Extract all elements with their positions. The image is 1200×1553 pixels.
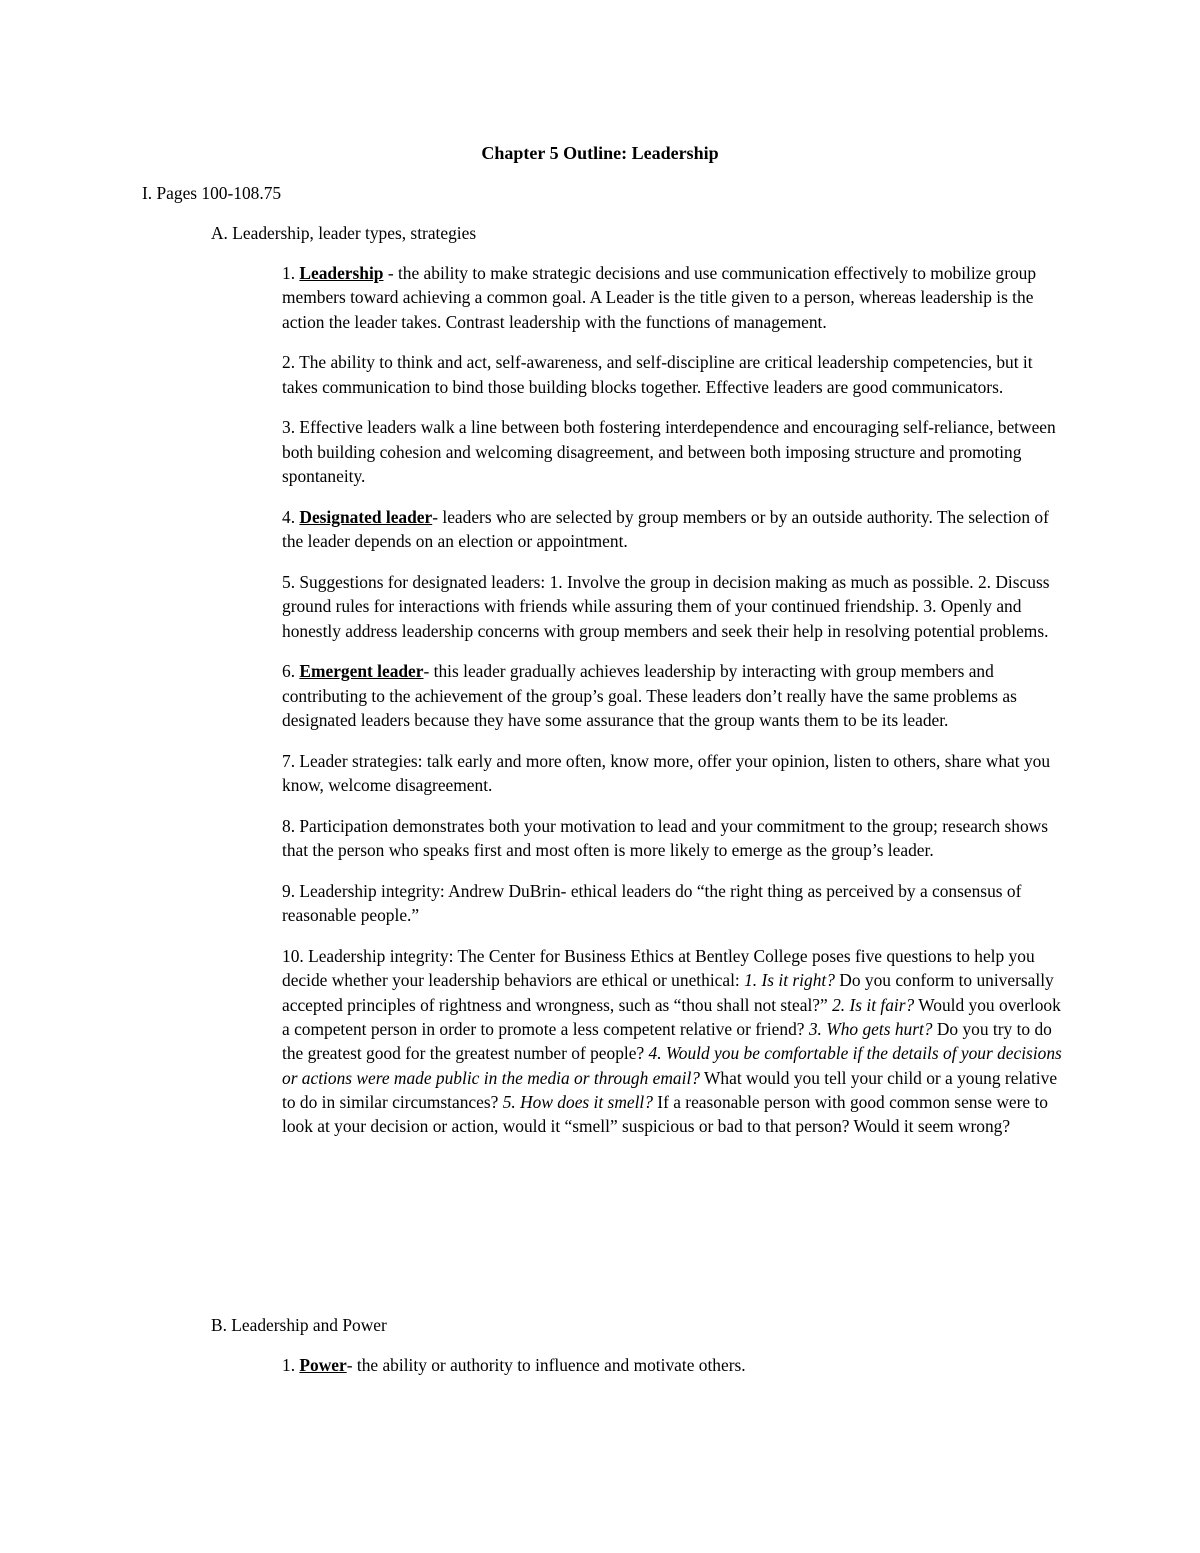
outline-item-6 bbox=[282, 659, 1072, 732]
outline-item-4 bbox=[282, 505, 1072, 554]
item-number: 4. bbox=[282, 506, 300, 527]
term-emergent-leader: Emergent leader bbox=[299, 661, 424, 682]
item-text: - leaders who are selected by group members or by an outside authority. The selection of the leader depends on an election or appointment. bbox=[282, 506, 1049, 552]
outline-item-5: 5. Suggestions for designated leaders: 1. Involve the group in decision making as much as possible. 2. Discuss ground rules for interactions with friends while assuring them of your continued friendship. 3. Openly and honestly address leadership concerns with group members and seek their help in resolving potential problems. bbox=[282, 571, 1050, 641]
outline-item-power bbox=[282, 1353, 1072, 1377]
outline-list-a bbox=[282, 261, 1072, 1155]
ethics-question-5: 5. How does it smell? bbox=[502, 1091, 653, 1112]
outline-item-2: 2. The ability to think and act, self-awareness, and self-discipline are critical leadership competencies, but it takes communication to bind those building blocks together. Effective leaders are good communicators. bbox=[282, 352, 1033, 397]
ethics-question-4: 4. Would you be comfortable if the details of your decisions or actions were made public in the media or through email? bbox=[282, 1043, 1062, 1088]
subsection-heading-a: A. Leadership, leader types, strategies bbox=[211, 223, 477, 243]
ethics-question-2: 2. Is it fair? bbox=[832, 994, 915, 1015]
item-text: Do you try to do the greatest good for the greatest number of people? bbox=[282, 1018, 1052, 1064]
item-text: - this leader gradually achieves leadership by interacting with group members and contributing to the achievement of the group’s goal. These leaders don’t really have the same problems as designated leaders because they have some assurance that the group wants them to be its leader. bbox=[282, 661, 1017, 730]
item-number: 1. bbox=[282, 1355, 300, 1375]
term-power: Power bbox=[299, 1355, 347, 1375]
item-number: 6. bbox=[282, 661, 300, 682]
outline-item-9: 9. Leadership integrity: Andrew DuBrin- ethical leaders do “the right thing as perceived by a consensus of reasonable people.” bbox=[282, 880, 1022, 926]
section-heading-i: I. Pages 100-108.75 bbox=[142, 183, 282, 203]
item-text: Would you overlook a competent person in order to promote a less competent relative or friend? bbox=[282, 994, 1061, 1039]
ethics-question-3: 3. Who gets hurt? bbox=[808, 1018, 933, 1039]
item-text: - the ability to make strategic decisions and use communication effectively to mobilize group members toward achieving a common goal. A Leader is the title given to a person, whereas leadership is the action the leader takes. Contrast leadership with the functions of management. bbox=[282, 263, 1037, 332]
item-text: Do you conform to universally accepted principles of rightness and wrongness, such as “thou shall not steal?” bbox=[282, 970, 1054, 1015]
term-designated-leader: Designated leader bbox=[299, 506, 433, 527]
outline-item-1 bbox=[282, 261, 1072, 334]
item-text: - the ability or authority to influence and motivate others. bbox=[346, 1355, 746, 1375]
item-text: What would you tell your child or a young relative to do in similar circumstances? bbox=[282, 1067, 1058, 1112]
subsection-heading-b: B. Leadership and Power bbox=[211, 1315, 387, 1335]
outline-item-10 bbox=[282, 944, 1072, 1138]
page-title: Chapter 5 Outline: Leadership bbox=[481, 143, 719, 163]
item-number: 1. bbox=[282, 263, 300, 283]
ethics-question-1: 1. Is it right? bbox=[744, 970, 835, 991]
outline-item-7: 7. Leader strategies: talk early and more often, know more, offer your opinion, listen to others, share what you know, welcome disagreement. bbox=[282, 750, 1051, 796]
item-text: If a reasonable person with good common sense were to look at your decision or action, would it “smell” suspicious or bad to that person? Would it seem wrong? bbox=[282, 1091, 1048, 1137]
outline-list-b bbox=[282, 1353, 1072, 1394]
outline-item-3: 3. Effective leaders walk a line between both fostering interdependence and encouraging self-reliance, between both building cohesion and welcoming disagreement, and between both imposing structure and promoting spontaneity. bbox=[282, 417, 1056, 487]
term-leadership: Leadership bbox=[299, 263, 384, 283]
item-text: 10. Leadership integrity: The Center for Business Ethics at Bentley College poses five questions to help you decide whether your leadership behaviors are ethical or unethical: bbox=[282, 946, 1035, 991]
outline-item-8: 8. Participation demonstrates both your motivation to lead and your commitment to the group; research shows that the person who speaks first and most often is more likely to emerge as the group’s leader. bbox=[282, 815, 1048, 861]
